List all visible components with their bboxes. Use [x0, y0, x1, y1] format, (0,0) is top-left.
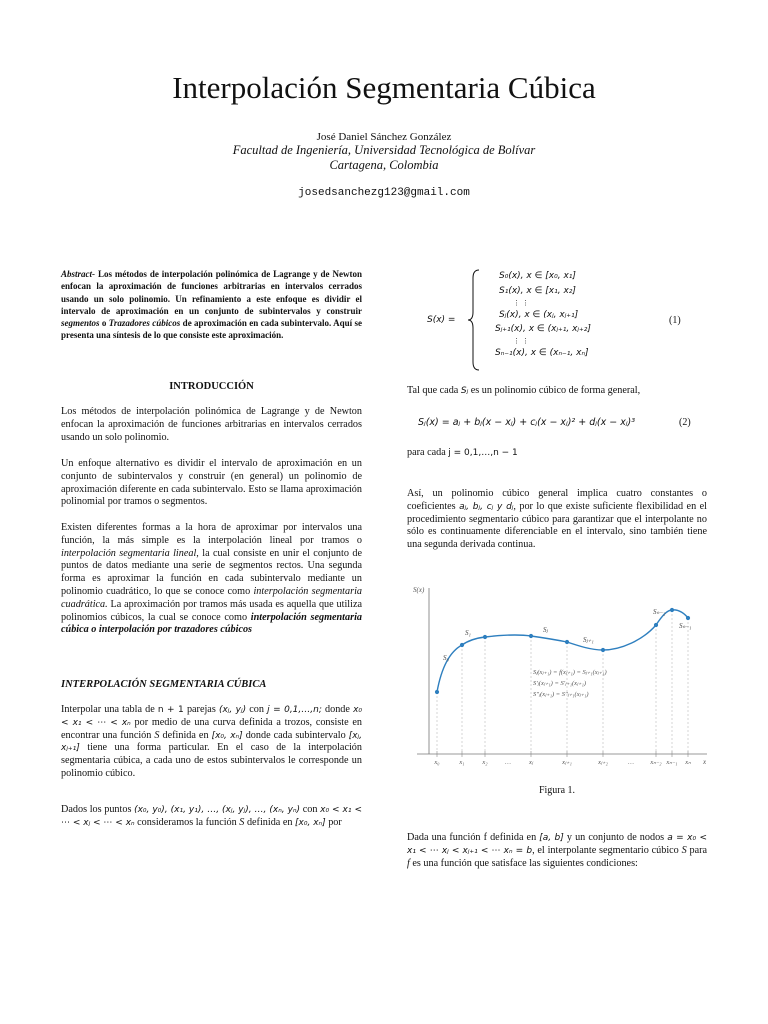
- intro-p3-text-c: La aproximación por tramos más usada es aquella que utiliza polinomios cúbicos, la cual se conoce como: [61, 598, 362, 623]
- condition-text: S″ⱼ(xⱼ₊₁) = S″ⱼ₊₁(xⱼ₊₁): [533, 691, 589, 698]
- eq1-row: Sⱼ(x), x ∈ (xⱼ, xⱼ₊₁]: [499, 309, 579, 320]
- equation-1: [407, 266, 707, 376]
- r-p1-b: es un polinomio cúbico de forma general,: [468, 385, 641, 396]
- knot-point: [670, 608, 674, 612]
- s2p2-math-2: x₀ < x₁ < ⋯ < xⱼ < ⋯ < xₙ: [61, 805, 363, 828]
- intro-paragraph-3: [61, 522, 362, 637]
- r-p3-a: Así, un polinomio cúbico general implica cuatro constantes o coeficientes: [407, 488, 707, 512]
- paper-title: Interpolación Segmentaria Cúbica: [172, 70, 596, 105]
- tick-label: …: [628, 759, 634, 766]
- intro-p3-italic-2: interpolación segmentaria cuadrática.: [61, 585, 362, 610]
- s2p1-math-2: (xⱼ, yⱼ): [218, 705, 247, 715]
- r-p4-c: , el interpolante segmentario cúbico: [532, 844, 682, 856]
- s2p2-d: definida en: [244, 816, 296, 828]
- segment-label: Sⱼ: [543, 626, 548, 634]
- figure-y-label: S(x): [413, 586, 425, 594]
- figure-1: [407, 580, 712, 770]
- s2p1-math-3: j = 0,1,…,n;: [267, 705, 322, 715]
- author-email: josedsanchezg123@gmail.com: [298, 187, 470, 199]
- r-p4-b: y un conjunto de nodos: [563, 832, 668, 843]
- figure-caption: Figura 1.: [538, 785, 576, 796]
- s2p1-h: tiene una forma particular. En el caso de la interpolación segmentaria cúbica, a cada uno de estos subintervalos le corresponde un polinomio cúbico.: [61, 742, 362, 779]
- s2p1-b: parejas: [183, 704, 219, 715]
- s2p1-f: definida en: [159, 729, 212, 741]
- r-p4-math-1: [a, b]: [539, 833, 564, 843]
- tick-label: x₀: [434, 759, 440, 766]
- s2p1-c: con: [246, 704, 268, 715]
- s2p2-a: Dados los puntos: [61, 804, 135, 815]
- section2-paragraph-2: [61, 804, 362, 830]
- section2-paragraph-1: [61, 704, 362, 781]
- right-paragraph-2: [407, 447, 707, 460]
- intro-paragraph-1: Los métodos de interpolación polinómica de Lagrange y de Newton enfocan la aproximación de funciones arbitrarias en intervalos cerrados usando un solo polinomio.: [61, 406, 362, 443]
- eq1-row: Sₙ₋₁(x), x ∈ (xₙ₋₁, xₙ]: [495, 348, 589, 359]
- segment-label: Sₙ₋₂: [653, 608, 666, 616]
- intro-p3-italic-1: interpolación segmentaria lineal: [61, 547, 197, 559]
- condition-text: S′ⱼ(xⱼ₊₁) = S′ⱼ₊₁(xⱼ₊₁): [533, 680, 587, 687]
- figure-x-label: x: [703, 758, 707, 766]
- affiliation-line-2: Cartagena, Colombia: [329, 158, 439, 172]
- knot-point: [529, 634, 533, 638]
- abstract-label: Abstract-: [61, 269, 96, 279]
- knot-point: [435, 690, 439, 694]
- abstract-text-1: Los métodos de interpolación polinómica de Lagrange y de Newton enfocan la aproximación de funciones arbitrarias en intervalos cerrados usando un solo polinomio. Un refinamiento a este enfoque es dividir el intervalo de aproximación en un conjunto de subintervalos y construir: [61, 269, 362, 316]
- intro-paragraph-2: Un enfoque alternativo es dividir el intervalo de aproximación en un conjunto de subintervalos y construir (en general) un polinomio de aproximación diferente en cada subintervalo. Esto se llama aproximación polinomial por tramos o segmentos.: [61, 458, 362, 508]
- tick-label: xₙ₋₂: [650, 759, 662, 766]
- intro-heading: INTRODUCCIÓN: [169, 381, 254, 392]
- s2p2-c: consideramos la función: [134, 816, 240, 828]
- intro-p3-bold-italic: interpolación segmentaria cúbica o interpolación por trazadores cúbicos: [61, 611, 362, 636]
- segment-label: Sₙ₋₁: [679, 622, 692, 630]
- abstract: [61, 268, 362, 342]
- tick-label: xⱼ₊₁: [562, 759, 572, 766]
- r-p3-math: aⱼ, bⱼ, cⱼ y dⱼ: [459, 501, 514, 512]
- tick-label: xₙ: [685, 759, 691, 766]
- abstract-segmentos: segmentos: [61, 318, 100, 329]
- s2p1-a: Interpolar una tabla de: [61, 704, 158, 715]
- s2p2-math-3: [x₀, xₙ]: [295, 817, 326, 828]
- knot-point: [654, 623, 658, 627]
- tick-label: x₁: [459, 759, 465, 766]
- intro-p3-text-b: , la cual consiste en unir el conjunto de puntos de datos mediante una serie de segmentos rectos. Una segunda forma es aproximar la función en cada subintervalo mediante un polinomio cuadrático, lo que se conoce como: [61, 547, 362, 597]
- knot-point: [686, 616, 690, 620]
- r-p1-a: Tal que cada: [407, 385, 461, 396]
- r-p4-a: Dada una función f definida en: [407, 832, 540, 843]
- eq1-number: (1): [669, 315, 681, 326]
- intro-p3-text-a: Existen diferentes formas a la hora de aproximar por intervalos una función, la más simple es la interpolación lineal por tramos o: [61, 522, 362, 546]
- s2p1-math-1: n + 1: [157, 705, 184, 715]
- tick-label: xⱼ₊₂: [598, 759, 608, 766]
- knot-point: [601, 648, 605, 652]
- tick-label: xⱼ: [528, 759, 534, 766]
- eq1-lhs: S(x) =: [427, 315, 456, 325]
- eq1-row: S₀(x), x ∈ [x₀, x₁]: [499, 271, 576, 281]
- right-paragraph-1: [407, 385, 707, 398]
- r-p4-math-2: a = x₀ < x₁ < ⋯ xⱼ < xⱼ₊₁ < ⋯ xₙ = b: [407, 833, 707, 856]
- s2p1-e: por medio de una curva definida a trozos, consiste en encontrar una función: [61, 716, 363, 741]
- section2-heading: INTERPOLACIÓN SEGMENTARIA CÚBICA: [61, 679, 267, 690]
- s2p1-math-4: x₀ < x₁ < ⋯ < xₙ: [61, 705, 363, 728]
- r-p4-d: para: [686, 844, 708, 856]
- r-p2-a: para cada: [407, 447, 449, 458]
- r-p4-S: S: [681, 844, 687, 856]
- r-p3-b: , por lo que existe suficiente flexibilidad en el procedimiento segmentario cúbico para garantizar que el interpolante no sólo es continuamente diferenciable en el intervalo, sino también tiene una segunda derivada continua.: [407, 500, 707, 551]
- affiliation-line-1: Facultad de Ingeniería, Universidad Tecnológica de Bolívar: [232, 143, 536, 157]
- equation-2: Sⱼ(x) = aⱼ + bⱼ(x − xⱼ) + cⱼ(x − xⱼ)² + dⱼ(x − xⱼ)³: [418, 417, 636, 428]
- s2p1-g: donde cada subintervalo: [242, 729, 349, 741]
- r-p2-math: j = 0,1,…,n − 1: [448, 448, 518, 458]
- s2p2-b: con: [300, 804, 321, 815]
- tick-label: xₙ₋₁: [666, 759, 678, 766]
- knot-point: [460, 643, 464, 647]
- s2p1-S: S: [154, 729, 160, 741]
- s2p1-math-6: [xⱼ, xⱼ₊₁]: [61, 730, 362, 754]
- knot-point: [565, 640, 569, 644]
- segment-label: Sⱼ₊₁: [583, 636, 594, 644]
- s2p2-math-1: (x₀, y₀), (x₁, y₁), …, (xⱼ, yⱼ), …, (xₙ, yₙ): [134, 805, 301, 815]
- r-p4-f: f: [407, 857, 410, 869]
- author-name: José Daniel Sánchez González: [316, 131, 452, 143]
- abstract-text-2: de aproximación en cada subintervalo. Aquí se presenta una síntesis de lo que consiste este aproximación.: [61, 318, 363, 341]
- eq2-number: (2): [679, 417, 691, 428]
- s2p2-e: por: [325, 816, 342, 828]
- s2p1-math-5: [x₀, xₙ]: [211, 730, 243, 741]
- affiliation: [0, 143, 768, 173]
- abstract-trazadores: Trazadores cúbicos: [108, 318, 181, 329]
- segment-label: S₁: [465, 629, 471, 637]
- s2p1-d: donde: [321, 704, 354, 715]
- right-paragraph-3: [407, 488, 707, 552]
- r-p4-e: es una función que satisface las siguientes condiciones:: [409, 857, 638, 869]
- knot-point: [483, 635, 487, 639]
- eq1-brace: [467, 268, 481, 372]
- eq1-row: ⋮ ⋮: [513, 337, 530, 346]
- eq1-row: S₁(x), x ∈ [x₁, x₂]: [499, 285, 576, 296]
- eq1-rows: [495, 269, 591, 361]
- tick-label: …: [505, 759, 511, 766]
- right-paragraph-4: [407, 832, 707, 870]
- r-p1-math: Sⱼ: [460, 386, 469, 396]
- eq1-row: Sⱼ₊₁(x), x ∈ (xⱼ₊₁, xⱼ₊₂]: [495, 324, 591, 335]
- abstract-o: o: [99, 318, 109, 329]
- condition-text: Sⱼ(xⱼ₊₁) = f(xⱼ₊₁) = Sⱼ₊₁(xⱼ₊₁): [533, 669, 607, 676]
- eq1-row: ⋮ ⋮: [513, 298, 530, 307]
- segment-label: S₀: [443, 654, 449, 662]
- s2p2-S: S: [239, 816, 245, 828]
- tick-label: x₂: [482, 759, 488, 766]
